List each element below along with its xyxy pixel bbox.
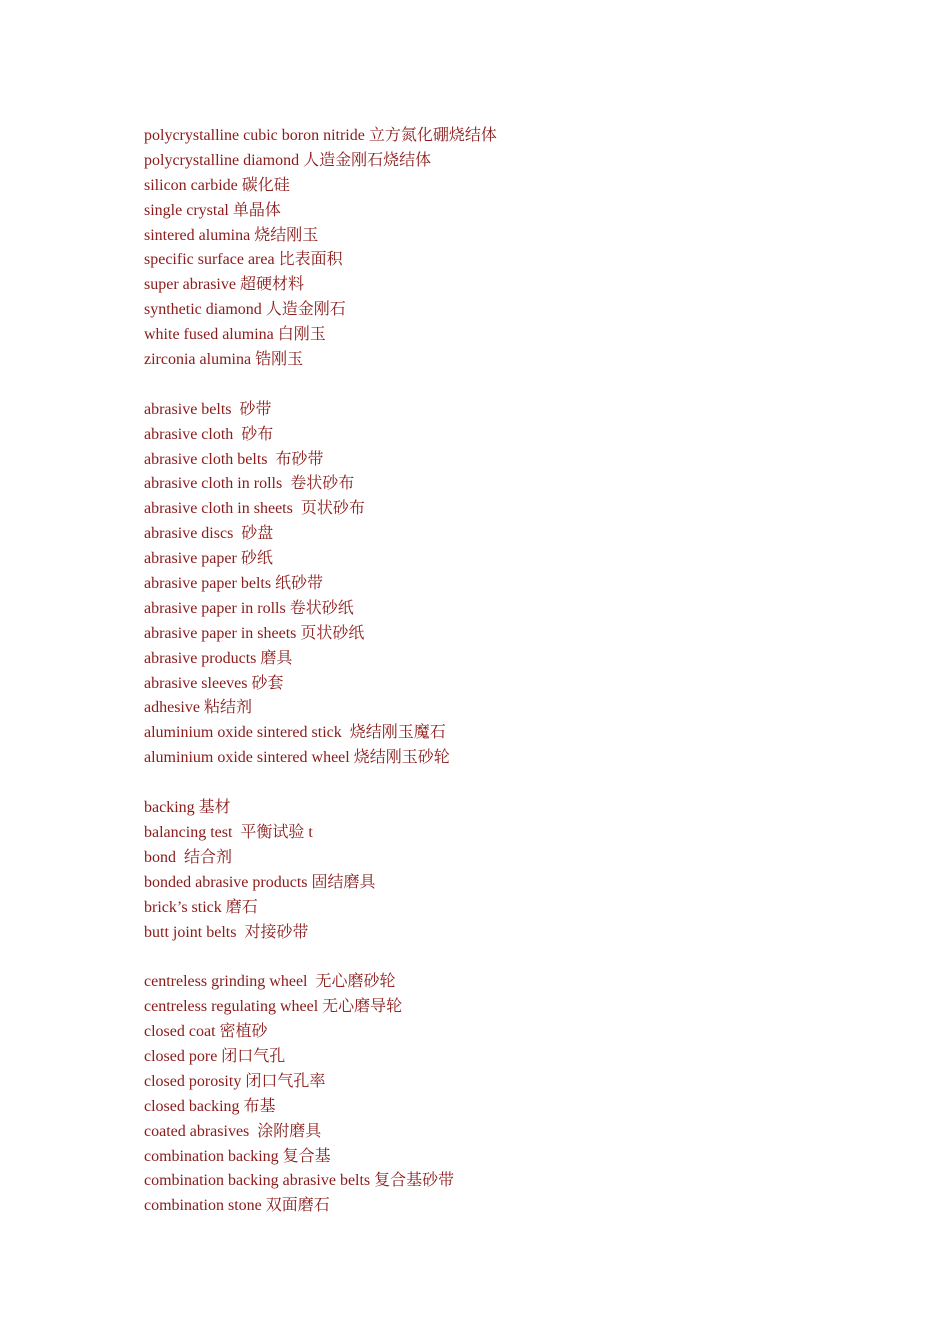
glossary-entry: closed pore 闭口气孔: [144, 1047, 286, 1065]
glossary-group-c: [144, 970, 844, 1219]
glossary-entry: coated abrasives 涂附磨具: [144, 1122, 322, 1140]
glossary-entry: balancing test 平衡试验 t: [144, 823, 313, 841]
glossary-entry: centreless grinding wheel 无心磨砂轮: [144, 973, 396, 991]
glossary-entry: abrasive discs 砂盘: [144, 525, 274, 543]
glossary-entry: abrasive cloth in rolls 卷状砂布: [144, 475, 355, 493]
glossary-entry: combination backing 复合基: [144, 1147, 331, 1165]
glossary-entry: sintered alumina 烧结刚玉: [144, 226, 319, 244]
glossary-entry: white fused alumina 白刚玉: [144, 326, 326, 344]
document-page: [144, 124, 844, 1244]
glossary-entry: backing 基材: [144, 799, 231, 817]
glossary-entry: abrasive paper in rolls 卷状砂纸: [144, 599, 354, 617]
glossary-entry: zirconia alumina 锆刚玉: [144, 351, 304, 369]
glossary-entry: closed coat 密植砂: [144, 1023, 268, 1041]
glossary-entry: abrasive paper belts 纸砂带: [144, 575, 324, 593]
glossary-entry: butt joint belts 对接砂带: [144, 923, 309, 941]
glossary-entry: bond 结合剂: [144, 848, 233, 866]
glossary-entry: combination stone 双面磨石: [144, 1197, 330, 1215]
glossary-entry: aluminium oxide sintered stick 烧结刚玉魔石: [144, 724, 446, 742]
glossary-entry: closed backing 布基: [144, 1097, 276, 1115]
glossary-entry: combination backing abrasive belts 复合基砂带: [144, 1172, 455, 1190]
glossary-entry: brick’s stick 磨石: [144, 898, 258, 916]
glossary-entry: specific surface area 比表面积: [144, 251, 343, 269]
glossary-entry: abrasive paper 砂纸: [144, 550, 273, 568]
glossary-entry: abrasive cloth in sheets 页状砂布: [144, 500, 365, 518]
glossary-entry: centreless regulating wheel 无心磨导轮: [144, 998, 403, 1016]
glossary-entry: aluminium oxide sintered wheel 烧结刚玉砂轮: [144, 749, 450, 767]
glossary-entry: abrasive belts 砂带: [144, 400, 272, 418]
glossary-entry: silicon carbide 碳化硅: [144, 176, 290, 194]
glossary-group-p: [144, 124, 844, 373]
glossary-entry: abrasive products 磨具: [144, 649, 293, 667]
glossary-entry: closed porosity 闭口气孔率: [144, 1072, 326, 1090]
glossary-entry: bonded abrasive products 固结磨具: [144, 873, 376, 891]
glossary-group-a: [144, 398, 844, 771]
glossary-entry: adhesive 粘结剂: [144, 699, 252, 717]
glossary-entry: abrasive paper in sheets 页状砂纸: [144, 624, 365, 642]
glossary-entry: single crystal 单晶体: [144, 201, 281, 219]
glossary-entry: polycrystalline diamond 人造金刚石烧结体: [144, 151, 432, 169]
glossary-entry: synthetic diamond 人造金刚石: [144, 301, 346, 319]
glossary-entry: super abrasive 超硬材料: [144, 276, 304, 294]
glossary-entry: abrasive cloth belts 布砂带: [144, 450, 324, 468]
glossary-entry: abrasive cloth 砂布: [144, 425, 274, 443]
glossary-entry: polycrystalline cubic boron nitride 立方氮化硼烧结体: [144, 127, 497, 144]
glossary-group-b: [144, 796, 844, 945]
glossary-entry: abrasive sleeves 砂套: [144, 674, 284, 692]
